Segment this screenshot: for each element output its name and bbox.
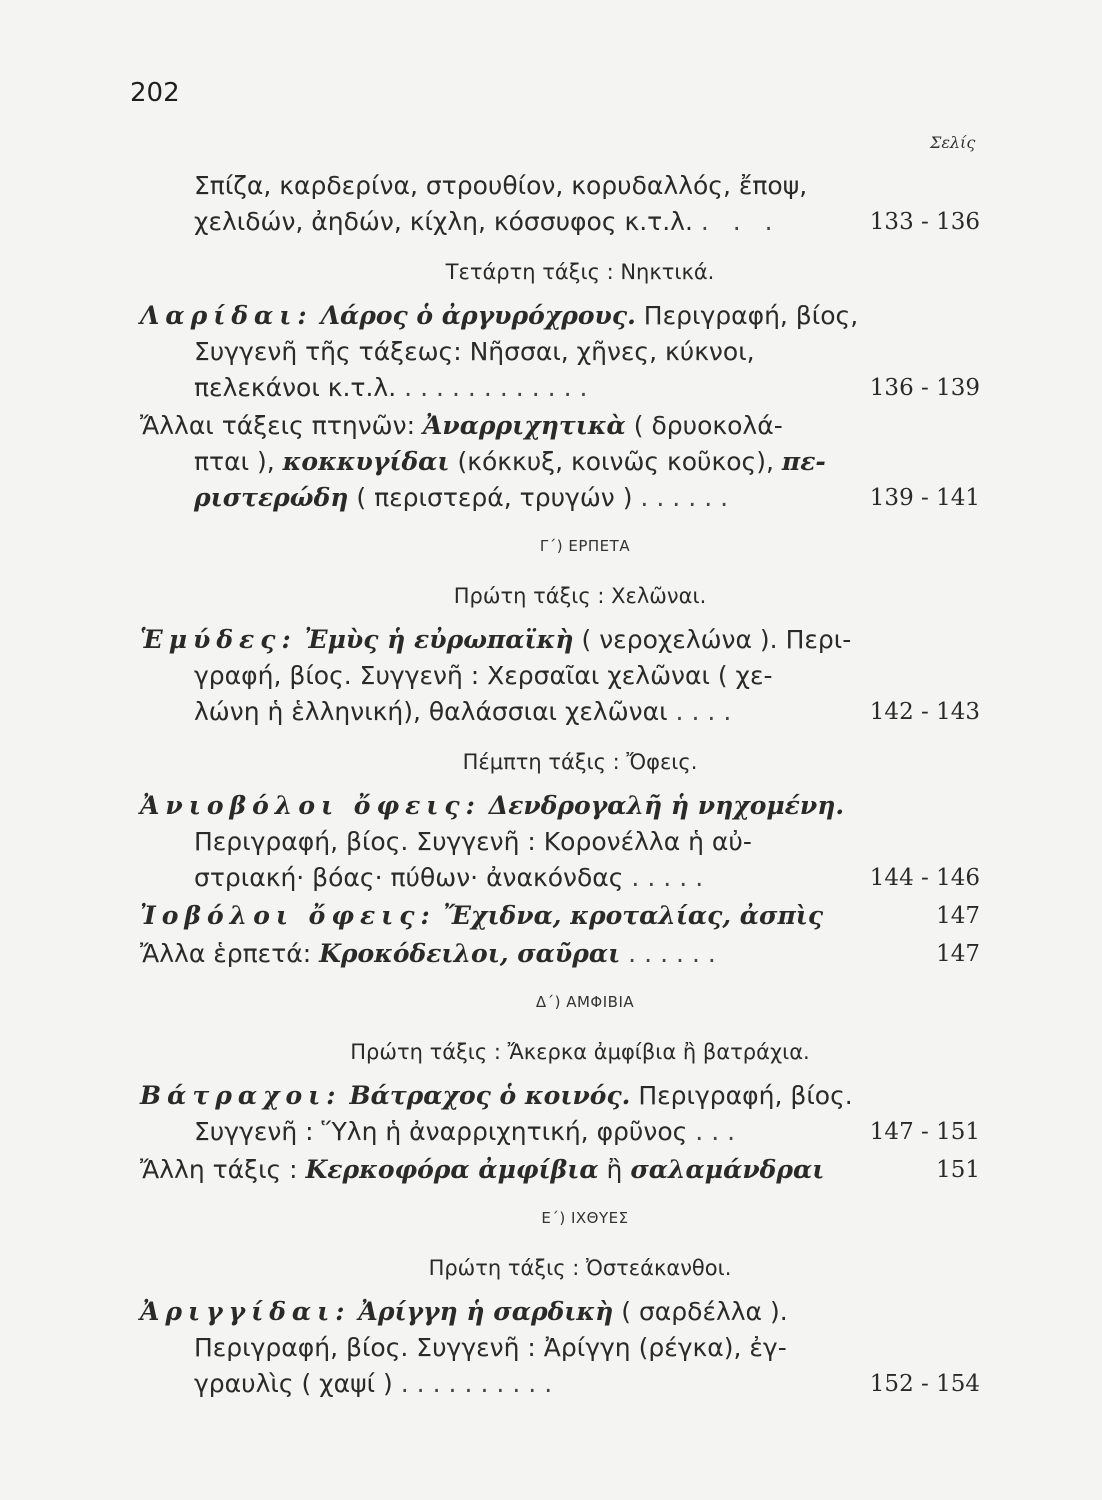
index-entry	[140, 298, 990, 406]
entry-line	[140, 334, 990, 370]
entry-line	[140, 168, 990, 204]
entry-line	[140, 658, 990, 694]
entry-text: (κόκκυξ, κοινῶς κοῦκος),	[457, 447, 774, 476]
family-name: Ἰοβόλοι ὄφεις:	[140, 901, 436, 930]
entry-line	[140, 622, 990, 658]
entry-text: ( περιστερά, τρυγών )	[356, 483, 633, 512]
entry-line	[140, 1078, 990, 1114]
entry-text: λώνη ἡ ἑλληνική), θαλάσσιαι χελῶναι	[194, 697, 668, 726]
page-range: 151	[936, 1157, 980, 1183]
entry-line	[140, 898, 990, 934]
index-entry	[140, 1152, 990, 1188]
index-entry	[140, 1078, 990, 1150]
family-name: Λαρίδαι:	[140, 301, 313, 330]
species-name: Ἀρίγγη ἡ σαρδικὴ	[358, 1297, 614, 1326]
index-content	[140, 168, 990, 1404]
family-name: Ἑμύδες:	[140, 625, 297, 654]
entry-text: Περιγραφή, βίος. Συγγενῆ : Κορονέλλα ἡ αὐ-	[194, 827, 752, 856]
leader-dots: ......	[640, 483, 737, 512]
leader-dots: ..........	[400, 1369, 561, 1398]
entry-text: Συγγενῆ : Ὕλη ἡ ἀναρριχητική, φρῦνος	[194, 1117, 688, 1146]
species-name: Βάτραχος ὁ κοινός.	[349, 1081, 631, 1110]
leader-dots: ............	[404, 373, 596, 402]
page-range: 147	[936, 903, 980, 929]
order-name: πε-	[781, 447, 826, 476]
species-name: Λάρος ὁ ἀργυρόχρους.	[320, 301, 636, 330]
order-heading: Πρώτη τάξις : Ὀστεάκανθοι.	[428, 1256, 732, 1280]
entry-line	[140, 860, 990, 896]
entry-text: Συγγενῆ τῆς τάξεως: Νῆσσαι, χῆνες, κύκνοι,	[194, 337, 755, 366]
species-name: Κροκόδειλοι, σαῦραι	[319, 939, 621, 968]
entry-text: Ἄλλη τάξις :	[140, 1155, 298, 1184]
entry-text: Περιγραφή, βίος. Συγγενῆ : Ἀρίγγη (ρέγκα), ἐγ-	[194, 1333, 787, 1362]
entry-line	[140, 444, 990, 480]
entry-text: ( δρυοκολά-	[633, 411, 783, 440]
entry-line	[140, 788, 990, 824]
page-range: 147	[936, 941, 980, 967]
page-range: 142 - 143	[869, 699, 980, 725]
entry-text: στριακή· βόας· πύθων· ἀνακόνδας	[194, 863, 624, 892]
page-range: 139 - 141	[869, 485, 980, 511]
column-header: Σελίς	[930, 133, 976, 152]
entry-text: ( σαρδέλλα ).	[621, 1297, 788, 1326]
entry-text: πται ),	[194, 447, 275, 476]
page-range: 133 - 136	[869, 209, 980, 235]
species-name: σαλαμάνδραι	[630, 1155, 825, 1184]
order-heading: Πέμπτη τάξις : Ὄφεις.	[462, 750, 698, 774]
family-name: Βάτραχοι:	[140, 1081, 342, 1110]
entry-line	[140, 936, 990, 972]
leader-dots: . . .	[700, 207, 781, 236]
entry-line	[140, 1152, 990, 1188]
leader-dots: ......	[628, 939, 724, 968]
leader-dots: ...	[695, 1117, 744, 1146]
species-name: Δενδρογαλῆ ἡ νηχομένη.	[488, 791, 845, 820]
index-entry	[140, 408, 990, 516]
leader-dots: ....	[675, 697, 740, 726]
species-name: Ἔχιδνα, κροταλίας, ἀσπὶς	[443, 901, 824, 930]
order-name: ριστερώδη	[194, 483, 349, 512]
order-name: Ἀναρριχητικὰ	[422, 411, 626, 440]
entry-text: Περιγραφή, βίος,	[643, 301, 859, 330]
page-range: 152 - 154	[869, 1371, 980, 1397]
family-name: Ἀνιοβόλοι ὄφεις:	[140, 791, 481, 820]
entry-line	[140, 1114, 990, 1150]
family-name: Ἀριγγίδαι:	[140, 1297, 351, 1326]
index-entry	[140, 898, 990, 934]
index-entry	[140, 622, 990, 730]
section-heading: Γ´) ΕΡΠΕΤΑ	[539, 537, 631, 555]
entry-text: Ἄλλα ἑρπετά:	[140, 939, 312, 968]
entry-text: ἢ	[606, 1155, 623, 1184]
entry-line	[140, 480, 990, 516]
entry-text: Ἄλλαι τάξεις πτηνῶν:	[140, 411, 415, 440]
species-name: Ἐμὺς ἡ εὐρωπαϊκὴ	[304, 625, 574, 654]
entry-line	[140, 370, 990, 406]
index-entry	[140, 168, 990, 240]
entry-line	[140, 694, 990, 730]
page-range: 144 - 146	[869, 865, 980, 891]
page-number: 202	[130, 78, 180, 108]
entry-line	[140, 824, 990, 860]
index-entry	[140, 936, 990, 972]
entry-line	[140, 1330, 990, 1366]
entry-line	[140, 1294, 990, 1330]
order-heading: Πρώτη τάξις : Ἄκερκα ἀμφίβια ἢ βατράχια.	[350, 1040, 810, 1064]
family-name: κοκκυγίδαι	[282, 447, 450, 476]
order-heading: Πρώτη τάξις : Χελῶναι.	[453, 584, 707, 608]
index-entry	[140, 1294, 990, 1402]
entry-line	[140, 408, 990, 444]
entry-text: γραυλὶς ( χαψί )	[194, 1369, 393, 1398]
section-heading: Δ´) ΑΜΦΙΒΙΑ	[535, 993, 635, 1011]
entry-text: γραφή, βίος. Συγγενῆ : Χερσαῖαι χελῶναι ( χε-	[194, 661, 773, 690]
entry-line	[140, 298, 990, 334]
entry-line	[140, 1366, 990, 1402]
entry-text: Περιγραφή, βίος.	[638, 1081, 853, 1110]
section-heading: Ε´) ΙΧΘΥΕΣ	[541, 1209, 629, 1227]
entry-text: ( νεροχελώνα ). Περι-	[581, 625, 852, 654]
entry-line	[140, 204, 990, 240]
order-heading: Τετάρτη τάξις : Νηκτικά.	[445, 260, 715, 284]
entry-text: χελιδών, ἀηδών, κίχλη, κόσσυφος κ.τ.λ.	[194, 207, 693, 236]
index-entry	[140, 788, 990, 896]
page-range: 136 - 139	[869, 375, 980, 401]
species-name: Κερκοφόρα ἀμφίβια	[305, 1155, 599, 1184]
entry-text: πελεκάνοι κ.τ.λ.	[194, 373, 397, 402]
entry-text: Σπίζα, καρδερίνα, στρουθίον, κορυδαλλός, ἔποψ,	[194, 171, 808, 200]
leader-dots: .....	[631, 863, 712, 892]
page-range: 147 - 151	[869, 1119, 980, 1145]
